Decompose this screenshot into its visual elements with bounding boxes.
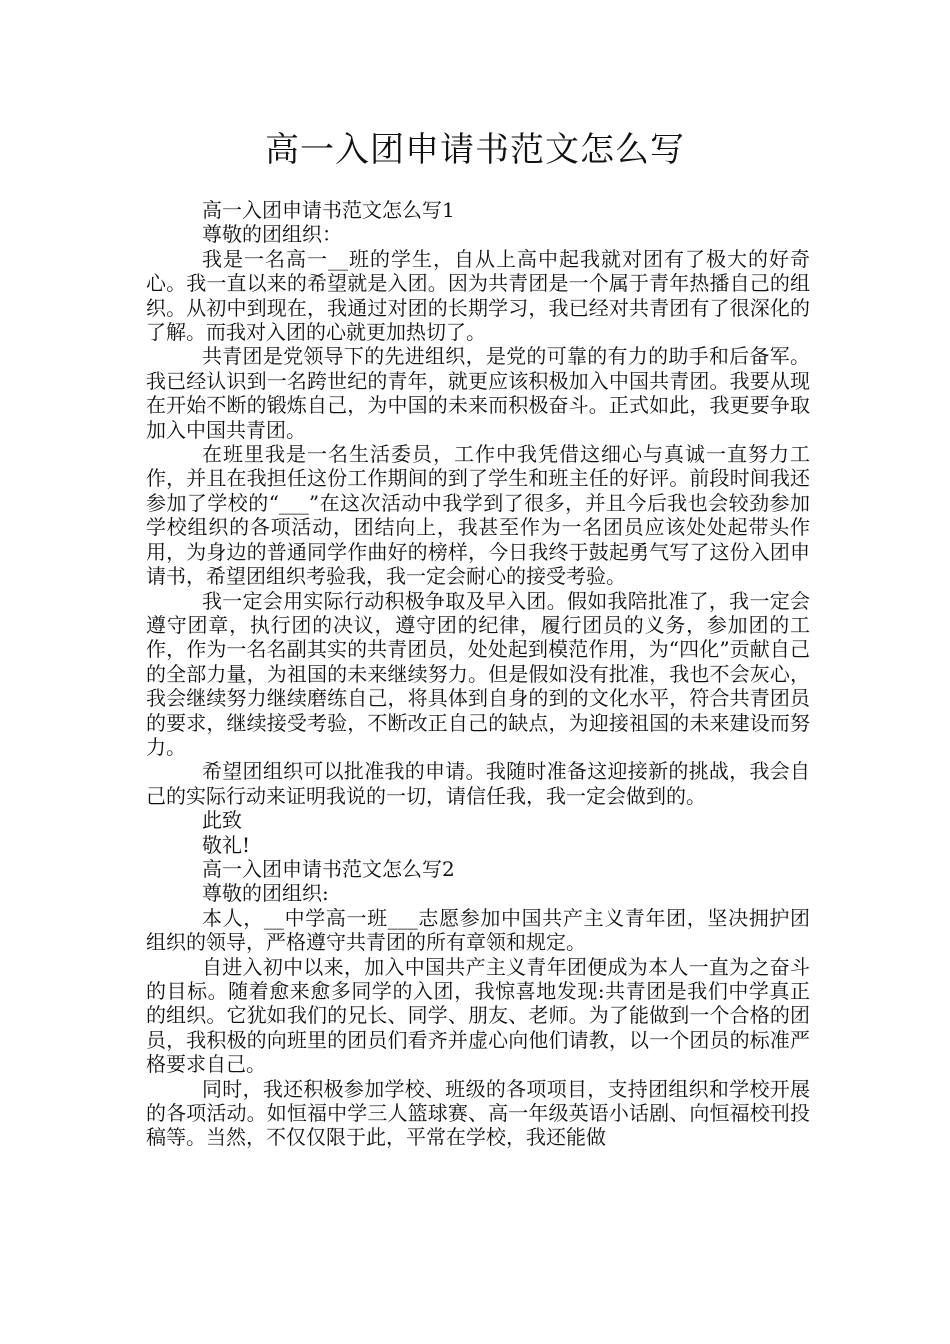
- body-paragraph: 共青团是党领导下的先进组织，是党的可靠的有力的助手和后备军。我已经认识到一名跨世纪的青年，就更应该积极加入中国共青团。我要从现在开始不断的锻炼自己，为中国的未来而积极奋斗。正式如此，我更要争取加入中国共青团。: [146, 344, 810, 442]
- closing-line: 敬礼!: [202, 832, 251, 857]
- closing-line: 此致: [202, 808, 242, 833]
- salutation-1: 尊敬的团组织：: [202, 222, 342, 247]
- body-paragraph: 在班里我是一名生活委员，工作中我凭借这细心与真诚一直努力工作，并且在我担任这份工作期间的到了学生和班主任的好评。前段时间我还参加了学校的“___”在这次活动中我学到了很多，并且今后我也会较劲参加学校组织的各项活动，团结向上，我甚至作为一名团员应该处处起带头作用，为身边的普通同学作曲好的榜样，今日我终于鼓起勇气写了这份入团申请书，希望团组织考验我，我一定会耐心的接受考验。: [146, 442, 810, 589]
- body-paragraph: 自进入初中以来，加入中国共产主义青年团便成为本人一直为之奋斗的目标。随着愈来愈多同学的入团，我惊喜地发现:共青团是我们中学真正的组织。它犹如我们的兄长、同学、朋友、老师。为了能做到一个合格的团员，我积极的向班里的团员们看齐并虚心向他们请教，以一个团员的标准严格要求自己。: [146, 954, 810, 1077]
- document-title: 高一入团申请书范文怎么写: [265, 130, 685, 170]
- section-heading-1: 高一入团申请书范文怎么写1: [202, 198, 455, 222]
- salutation-2: 尊敬的团组织:: [202, 881, 329, 906]
- section-heading-2: 高一入团申请书范文怎么写2: [202, 856, 455, 881]
- body-paragraph: 本人，__中学高一班___志愿参加中国共产主义青年团，坚决拥护团组织的领导，严格遵守共青团的所有章领和规定。: [146, 905, 810, 955]
- body-paragraph: 同时，我还积极参加学校、班级的各项项目，支持团组织和学校开展的各项活动。如恒福中学三人篮球赛、高一年级英语小话剧、向恒福校刊投稿等。当然，不仅仅限于此，平常在学校，我还能做: [146, 1076, 810, 1150]
- body-paragraph: 我是一名高一__班的学生，自从上高中起我就对团有了极大的好奇心。我一直以来的希望就是入团。因为共青团是一个属于青年热播自己的组织。从初中到现在，我通过对团的长期学习，我已经对共青团有了很深化的了解。而我对入团的心就更加热切了。: [146, 246, 810, 345]
- document-body: [146, 198, 810, 1150]
- body-paragraph: 我一定会用实际行动积极争取及早入团。假如我陪批准了，我一定会遵守团章，执行团的决议，遵守团的纪律，履行团员的义务，参加团的工作，作为一名名副其实的共青团员，处处起到模范作用，为“四化”贡献自己的全部力量，为祖国的未来继续努力。但是假如没有批准，我也不会灰心，我会继续努力继续磨练自己，将具体到自身的到的文化水平，符合共青团员的要求，继续接受考验，不断改正自己的缺点，为迎接祖国的未来建设而努力。: [146, 588, 810, 759]
- body-paragraph: 希望团组织可以批准我的申请。我随时准备这迎接新的挑战，我会自己的实际行动来证明我说的一切，请信任我，我一定会做到的。: [146, 759, 810, 808]
